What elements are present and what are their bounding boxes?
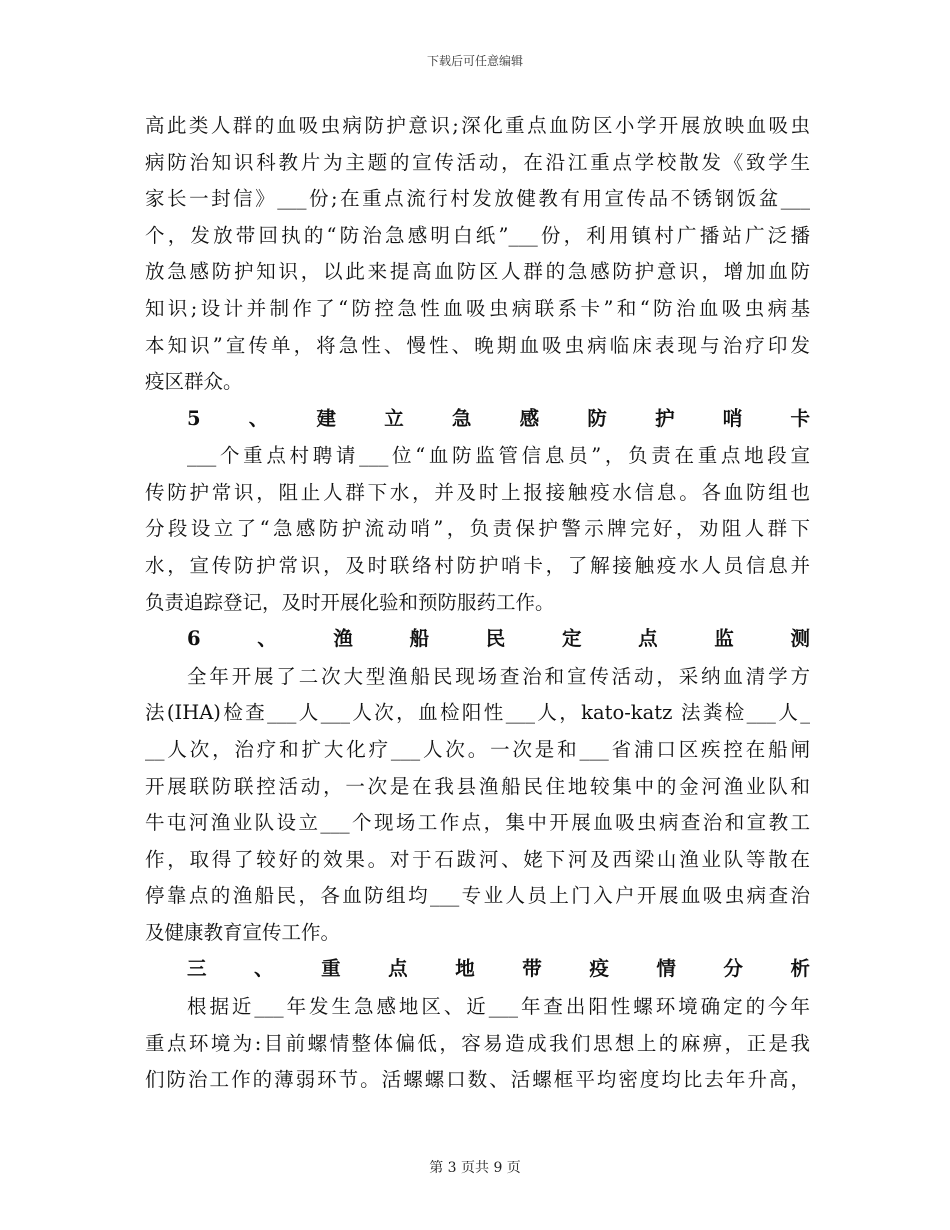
section-heading: 6、渔船民定点监测 xyxy=(187,627,810,651)
text-line: 法(IHA)检查___人___人次，血检阳性___人，kato-katz 法粪检___人_ xyxy=(145,701,810,725)
text-line: 放急感防护知识，以此来提高血防区人群的急感防护意识，增加血防 xyxy=(145,260,810,284)
text-line: 水，宣传防护常识，及时联络村防护哨卡，了解接触疫水人员信息并 xyxy=(145,554,810,578)
text-line: 分段设立了“急感防护流动哨”，负责保护警示牌完好，劝阻人群下 xyxy=(145,517,810,541)
text-line: 本知识”宣传单，将急性、慢性、晚期血吸虫病临床表现与治疗印发 xyxy=(145,333,810,357)
text-line: ___个重点村聘请___位“血防监管信息员”，负责在重点地段宣 xyxy=(187,444,810,468)
text-line: 停靠点的渔船民，各血防组均___专业人员上门入户开展血吸虫病查治 xyxy=(145,884,810,908)
text-line: __人次，治疗和扩大化疗___人次。一次是和___省浦口区疾控在船闸 xyxy=(145,737,810,761)
text-line: 作，取得了较好的效果。对于石跋河、姥下河及西梁山渔业队等散在 xyxy=(145,847,810,871)
paragraph-3 xyxy=(145,659,810,952)
text-line: 病防治知识科教片为主题的宣传活动，在沿江重点学校散发《致学生 xyxy=(145,150,810,174)
text-line: 及健康教育宣传工作。 xyxy=(145,920,341,944)
text-line: 负责追踪登记，及时开展化验和预防服药工作。 xyxy=(145,590,555,614)
paragraph-4 xyxy=(145,989,810,1099)
page-footer: 第 3 页共 9 页 xyxy=(429,1160,521,1176)
text-line: 根据近___年发生急感地区、近___年查出阳性螺环境确定的今年 xyxy=(187,994,810,1018)
text-line: 疫区群众。 xyxy=(145,370,243,394)
text-line: 牛屯河渔业队设立___个现场工作点，集中开展血吸虫病查治和宣教工 xyxy=(145,811,810,835)
text-line: 高此类人群的血吸虫病防护意识;深化重点血防区小学开展放映血吸虫 xyxy=(145,114,810,137)
paragraph-2 xyxy=(145,438,810,621)
section-heading: 5、建立急感防护哨卡 xyxy=(187,406,810,430)
section-heading: 三、重点地带疫情分析 xyxy=(187,957,810,981)
paragraph-1 xyxy=(145,108,810,401)
text-line: 全年开展了二次大型渔船民现场查治和宣传活动，采纳血清学方 xyxy=(187,664,810,688)
text-line: 知识;设计并制作了“防控急性血吸虫病联系卡”和“防治血吸虫病基 xyxy=(145,296,810,320)
text-line: 重点环境为:目前螺情整体偏低，容易造成我们思想上的麻痹，正是我 xyxy=(145,1031,810,1055)
document-body xyxy=(145,108,810,1099)
text-line: 们防治工作的薄弱环节。活螺螺口数、活螺框平均密度均比去年升高， xyxy=(145,1068,810,1092)
text-line: 开展联防联控活动，一次是在我县渔船民住地较集中的金河渔业队和 xyxy=(145,774,810,798)
text-line: 传防护常识，阻止人群下水，并及时上报接触疫水信息。各血防组也 xyxy=(145,480,810,504)
page-header: 下载后可任意编辑 xyxy=(426,54,523,68)
text-line: 个，发放带回执的“防治急感明白纸”___份，利用镇村广播站广泛播 xyxy=(145,223,810,247)
text-line: 家长一封信》___份;在重点流行村发放健教有用宣传品不锈钢饭盆___ xyxy=(145,187,810,211)
